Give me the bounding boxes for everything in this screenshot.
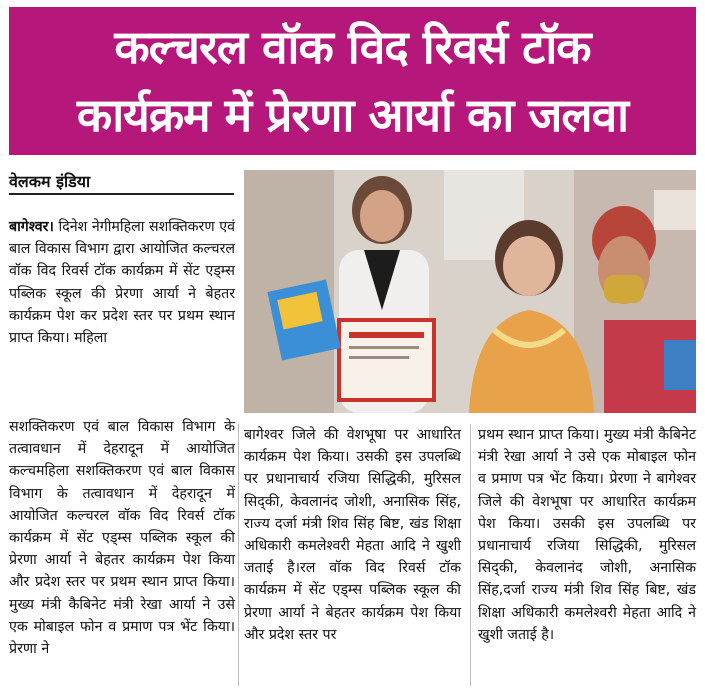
dateline: बागेश्वर। — [9, 219, 54, 235]
article-column-1-top — [9, 216, 235, 349]
column-separator-2 — [470, 424, 471, 686]
article-column-1-bottom: सशक्तिकरण एवं बाल विकास विभाग के तत्वावधान में देहरादून में आयोजित कल्चमहिला सशक्तिकरण एवं बाल विकास विभाग के तत्वावधान में देहरादून में आयोजित कल्चरल वॉक विद रिवर्स टॉक कार्यक्रम में सेंट एड्म्स पब्लिक स्कूल की प्रेरणा आर्या ने बेहतर कार्यक्रम पेश किया और प्रदेश स्तर पर प्रथम स्थान प्राप्त किया। मुख्य मंत्री कैबिनेट मंत्री रेखा आर्या ने उसे एक मोबाइल फोन व प्रमाण पत्र भेंट किया। प्रेरणा ने — [9, 419, 235, 658]
headline-banner — [9, 7, 696, 155]
news-photo — [244, 170, 696, 413]
headline-line-1: कल्चरल वॉक विद रिवर्स टॉक — [114, 20, 591, 74]
headline-line-2: कार्यक्रम में प्रेरणा आर्या का जलवा — [76, 88, 629, 142]
article-column-3: प्रथम स्थान प्राप्त किया। मुख्य मंत्री कैबिनेट मंत्री रेखा आर्या ने उसे एक मोबाइल फोन व प्रमाण पत्र भेंट किया। प्रेरणा ने बागेश्वर जिले की वेशभूषा पर आधारित कार्यक्रम पेश किया। उसकी इस उपलब्धि पर प्रधानाचार्य रजिया सिद्धिकी, मुरिसल सिद्की, केवलानंद जोशी, अनासिक सिंह,दर्जा राज्य मंत्री शिव सिंह बिष्ट, खंड शिक्षा अधिकारी कमलेश्वरी मेहता आदि ने खुशी जताई है। — [478, 427, 696, 643]
byline-divider — [9, 193, 234, 195]
photo-illustration — [244, 170, 696, 413]
article-text-1: दिनेश नेगीमहिला सशक्तिकरण एवं बाल विकास विभाग द्वारा आयोजित कल्चरल वॉक विद रिवर्स टॉक कार्यक्रम में सेंट एड्म्स पब्लिक स्कूल की प्रेरणा आर्या ने बेहतर कार्यक्रम पेश कर प्रदेश स्तर पर प्रथम स्थान प्राप्त किया। महिला — [9, 219, 235, 347]
column-separator-1 — [238, 424, 239, 686]
byline: वेलकम इंडिया — [9, 172, 91, 191]
article-column-2: बागेश्वर जिले की वेशभूषा पर आधारित कार्यक्रम पेश किया। उसकी इस उपलब्धि पर प्रधानाचार्य रजिया सिद्धिकी, मुरिसल सिद्की, केवलानंद जोशी, अनासिक सिंह, राज्य दर्जा मंत्री शिव सिंह बिष्ट, खंड शिक्षा अधिकारी कमलेश्वरी मेहता आदि ने खुशी जताई है।रल वॉक विद रिवर्स टॉक कार्यक्रम में सेंट एड्म्स पब्लिक स्कूल की प्रेरणा आर्या ने बेहतर कार्यक्रम पेश किया और प्रदेश स्तर पर — [244, 427, 461, 643]
